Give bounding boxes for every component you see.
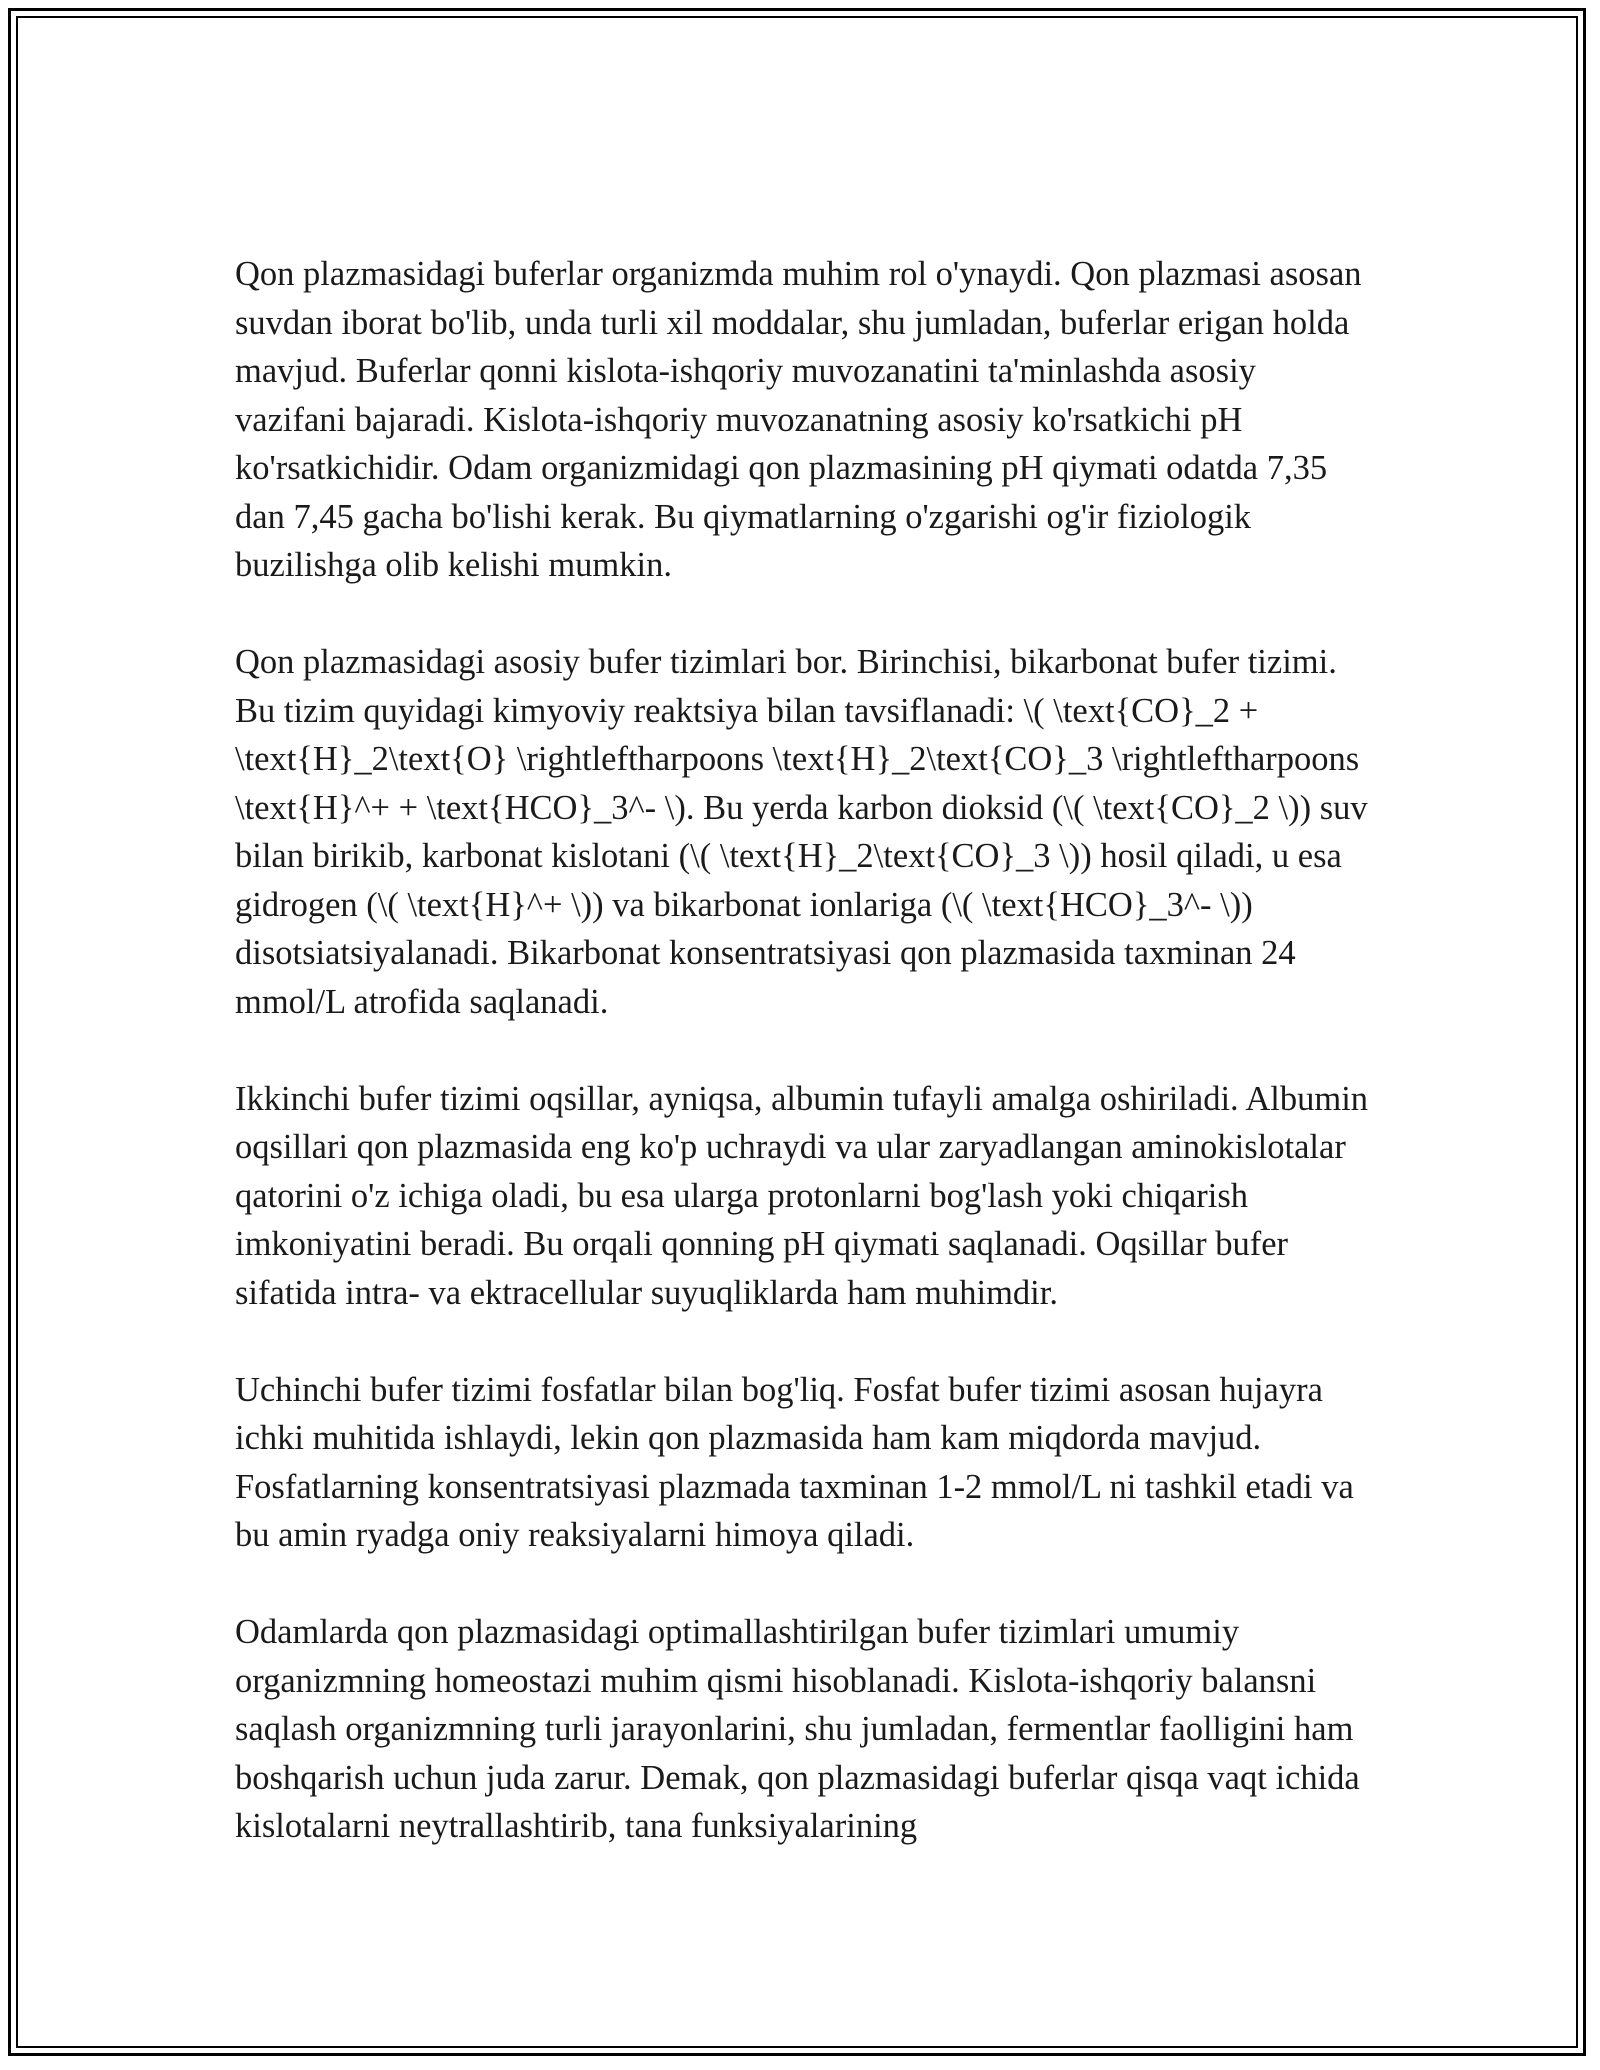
paragraph-2: Qon plazmasidagi asosiy bufer tizimlari bor. Birinchisi, bikarbonat bufer tizimi. Bu tizim quyidagi kimyoviy reaktsiya bilan tavsiflanadi: \( \text{CO}_2 + \text{H}_2\text{O} \rightleftharpoons \text{H}_2\text{CO}_3 \rightleftharpoons \text{H}^+ + \text{HCO}_3^- \). Bu yerda karbon dioksid (\( \text{CO}_2 \)) suv bilan birikib, karbonat kislotani (\( \text{H}_2\text{CO}_3 \)) hosil qiladi, u esa gidrogen (\( \text{H}^+ \)) va bikarbonat ionlariga (\( \text{HCO}_3^- \)) disotsiatsiyalanadi. Bikarbonat konsentratsiyasi qon plazmasida taxminan 24 mmol/L atrofida saqlanadi. xyxy=(235,643,1368,1021)
paragraph-3: Ikkinchi bufer tizimi oqsillar, ayniqsa, albumin tufayli amalga oshiriladi. Albumin oqsillari qon plazmasida eng ko'p uchraydi va ular zaryadlangan aminokislotalar qatorini o'z ichiga oladi, bu esa ularga protonlarni bog'lash yoki chiqarish imkoniyatini beradi. Bu orqali qonning pH qiymati saqlanadi. Oqsillar bufer sifatida intra- va ektracellular suyuqliklarda ham muhimdir. xyxy=(235,1079,1369,1312)
paragraph-5: Odamlarda qon plazmasidagi optimallashtirilgan bufer tizimlari umumiy organizmning homeostazi muhim qismi hisoblanadi. Kislota-ishqoriy balansni saqlash organizmning turli jarayonlarini, shu jumladan, fermentlar faolligini ham boshqarish uchun juda zarur. Demak, qon plazmasidagi buferlar qisqa vaqt ichida kislotalarni neytrallashtirib, tana funksiyalarining xyxy=(235,1613,1360,1845)
paragraph-4: Uchinchi bufer tizimi fosfatlar bilan bog'liq. Fosfat bufer tizimi asosan hujayra ichki muhitida ishlaydi, lekin qon plazmasida ham kam miqdorda mavjud. Fosfatlarning konsentratsiyasi plazmada taxminan 1-2 mmol/L ni tashkil etadi va bu amin ryadga oniy reaksiyalarni himoya qiladi. xyxy=(235,1370,1354,1554)
document-body xyxy=(235,250,1370,1899)
paragraph-1: Qon plazmasidagi buferlar organizmda muhim rol o'ynaydi. Qon plazmasi asosan suvdan iborat bo'lib, unda turli xil moddalar, shu jumladan, buferlar erigan holda mavjud. Buferlar qonni kislota-ishqoriy muvozanatini ta'minlashda asosiy vazifani bajaradi. Kislota-ishqoriy muvozanatning asosiy ko'rsatkichi pH ko'rsatkichidir. Odam organizmidagi qon plazmasining pH qiymati odatda 7,35 dan 7,45 gacha bo'lishi kerak. Bu qiymatlarning o'zgarishi og'ir fiziologik buzilishga olib kelishi mumkin. xyxy=(235,255,1362,584)
